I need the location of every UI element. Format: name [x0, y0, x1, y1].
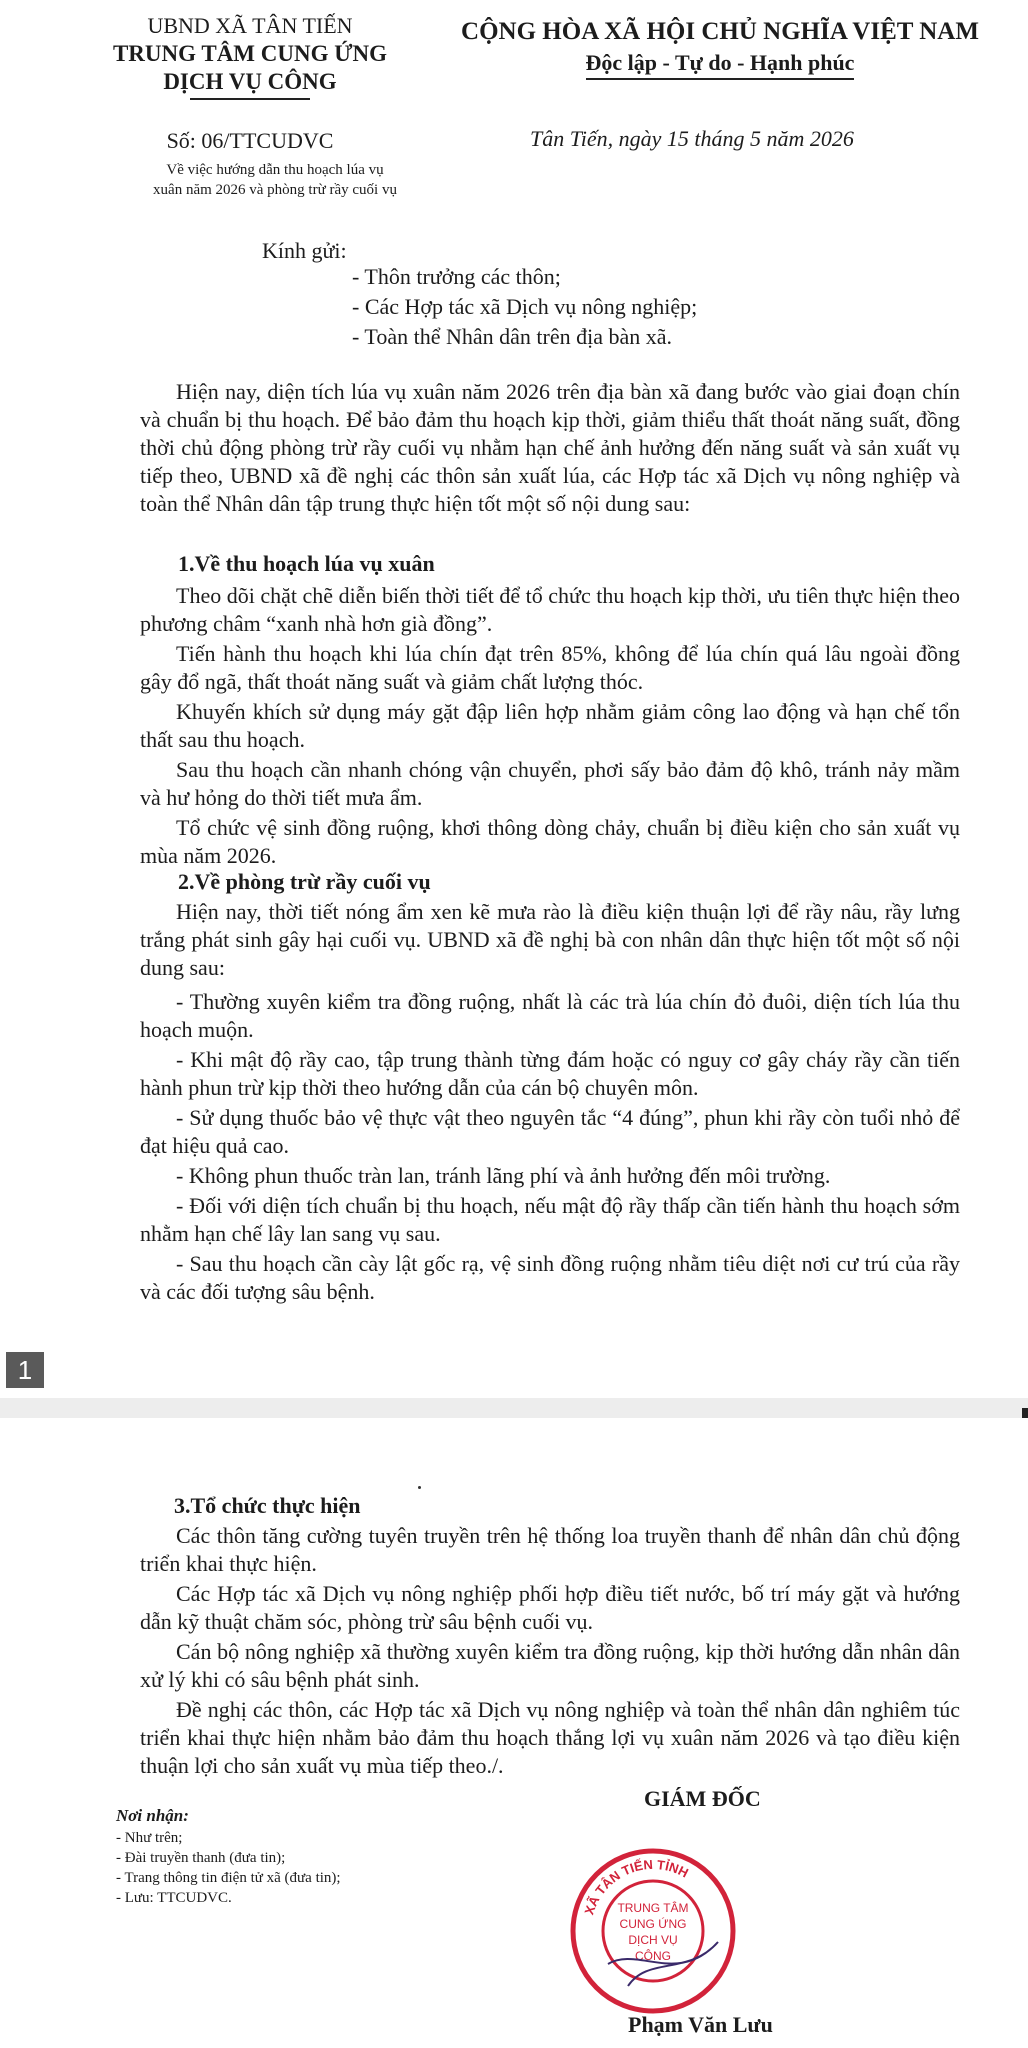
stamp-line-4: CÔNG — [635, 1949, 671, 1963]
document-number: Số: 06/TTCUDVC — [166, 128, 334, 153]
scan-speck — [418, 1486, 421, 1489]
stamp-line-2: CUNG ỨNG — [619, 1917, 687, 1931]
national-header — [440, 18, 1000, 80]
distribution-item: - Đài truyền thanh (đưa tin); — [116, 1850, 286, 1866]
page-number-badge: 1 — [6, 1352, 44, 1388]
signer-name: Phạm Văn Lưu — [628, 2012, 773, 2037]
recipient-item: - Các Hợp tác xã Dịch vụ nông nghiệp; — [352, 294, 698, 319]
section-2-bullet: - Thường xuyên kiểm tra đồng ruộng, nhất là các trà lúa chín đỏ đuôi, diện tích lúa thu hoạch muộn. — [140, 989, 960, 1042]
agency-line-1: UBND XÃ TÂN TIẾN — [147, 13, 353, 38]
section-2-paragraph: Hiện nay, thời tiết nóng ẩm xen kẽ mưa rào là điều kiện thuận lợi để rầy nâu, rầy lưng trắng phát sinh gây hại cuối vụ. UBND xã đề nghị bà con nhân dân thực hiện tốt một số nội dung sau: — [140, 899, 960, 980]
document-page-2 — [0, 1418, 1028, 2048]
document-date: Tân Tiến, ngày 15 tháng 5 năm 2026 — [530, 126, 854, 151]
agency-line-2: TRUNG TÂM CUNG ỨNG — [112, 41, 388, 66]
recipients-label: Kính gửi: — [262, 238, 347, 263]
section-1-paragraph: Khuyến khích sử dụng máy gặt đập liên hợp nhằm giảm công lao động và hạn chế tổn thất sau thu hoạch. — [140, 699, 960, 752]
section-2-bullet: - Sau thu hoạch cần cày lật gốc rạ, vệ sinh đồng ruộng nhằm tiêu diệt nơi cư trú của rầy và các đối tượng sâu bệnh. — [140, 1251, 960, 1304]
document-subject — [110, 160, 440, 200]
signatory-title: GIÁM ĐỐC — [644, 1786, 761, 1811]
page-separator — [0, 1398, 1028, 1418]
nation-title: CỘNG HÒA XÃ HỘI CHỦ NGHĨA VIỆT NAM — [461, 18, 979, 45]
section-2-bullet: - Sử dụng thuốc bảo vệ thực vật theo nguyên tắc “4 đúng”, phun khi rầy còn tuổi nhỏ để đạt hiệu quả cao. — [140, 1105, 960, 1158]
section-1-paragraph: Theo dõi chặt chẽ diễn biến thời tiết để tổ chức thu hoạch kịp thời, ưu tiên thực hiện theo phương châm “xanh nhà hơn già đồng”. — [140, 583, 960, 636]
stamp-line-1: TRUNG TÂM — [617, 1901, 689, 1915]
official-stamp — [568, 1846, 738, 2016]
agency-line-3: DỊCH VỤ CÔNG — [163, 69, 337, 94]
stamp-outer-ring — [573, 1851, 733, 2011]
section-2-bullet: - Không phun thuốc tràn lan, tránh lãng phí và ảnh hưởng đến môi trường. — [176, 1163, 831, 1188]
distribution-item: - Như trên; — [116, 1830, 183, 1846]
section-1-paragraph: Tiến hành thu hoạch khi lúa chín đạt trên 85%, không để lúa chín quá lâu ngoài đồng gây đổ ngã, thất thoát năng suất và giảm chất lượng thóc. — [140, 641, 960, 694]
section-1-paragraph: Sau thu hoạch cần nhanh chóng vận chuyển, phơi sấy bảo đảm độ khô, tránh nảy mầm và hư hỏng do thời tiết mưa ẩm. — [140, 757, 960, 810]
distribution-label: Nơi nhận: — [116, 1806, 189, 1825]
section-2-heading: 2.Về phòng trừ rầy cuối vụ — [178, 869, 431, 894]
section-3-heading: 3.Tổ chức thực hiện — [174, 1493, 361, 1518]
section-1-heading: 1.Về thu hoạch lúa vụ xuân — [178, 551, 435, 576]
national-motto: Độc lập - Tự do - Hạnh phúc — [586, 50, 855, 80]
intro-paragraph: Hiện nay, diện tích lúa vụ xuân năm 2026 trên địa bàn xã đang bước vào giai đoạn chín và chuẩn bị thu hoạch. Để bảo đảm thu hoạch kịp thời, giảm thiểu thất thoát năng suất, đồng thời chủ động phòng trừ rầy cuối vụ nhằm hạn chế ảnh hưởng đến năng suất và sản xuất vụ tiếp theo, UBND xã đề nghị các thôn sản xuất lúa, các Hợp tác xã Dịch vụ nông nghiệp và toàn thể Nhân dân tập trung thực hiện tốt một số nội dung sau: — [140, 379, 960, 516]
subject-line-2: xuân năm 2026 và phòng trừ rầy cuối vụ — [153, 182, 397, 198]
section-3-paragraph: Cán bộ nông nghiệp xã thường xuyên kiểm tra đồng ruộng, kịp thời hướng dẫn nhân dân xử lý khi có sâu bệnh phát sinh. — [140, 1639, 960, 1692]
agency-underline — [190, 98, 310, 100]
section-3-paragraph: Đề nghị các thôn, các Hợp tác xã Dịch vụ nông nghiệp và toàn thể nhân dân nghiêm túc triển khai thực hiện nhằm bảo đảm thu hoạch thắng lợi vụ xuân năm 2026 và tạo điều kiện thuận lợi cho sản xuất vụ mùa tiếp theo./. — [140, 1697, 960, 1778]
recipient-item: - Thôn trưởng các thôn; — [352, 264, 561, 289]
stamp-line-3: DỊCH VỤ — [628, 1933, 678, 1947]
distribution-item: - Lưu: TTCUDVC. — [116, 1890, 232, 1906]
recipient-item: - Toàn thể Nhân dân trên địa bàn xã. — [352, 324, 672, 349]
issuing-agency — [100, 12, 400, 100]
subject-line-1: Về việc hướng dẫn thu hoạch lúa vụ — [166, 162, 384, 178]
section-2-bullet: - Khi mật độ rầy cao, tập trung thành từng đám hoặc có nguy cơ gây cháy rầy cần tiến hành phun trừ kịp thời theo hướng dẫn của cán bộ chuyên môn. — [140, 1047, 960, 1100]
section-3-paragraph: Các thôn tăng cường tuyên truyền trên hệ thống loa truyền thanh để nhân dân chủ động triển khai thực hiện. — [140, 1523, 960, 1576]
section-1-paragraph: Tổ chức vệ sinh đồng ruộng, khơi thông dòng chảy, chuẩn bị điều kiện cho sản xuất vụ mùa năm 2026. — [140, 815, 960, 868]
section-3-paragraph: Các Hợp tác xã Dịch vụ nông nghiệp phối hợp điều tiết nước, bố trí máy gặt và hướng dẫn kỹ thuật chăm sóc, phòng trừ sâu bệnh cuối vụ. — [140, 1581, 960, 1634]
section-2-bullet: - Đối với diện tích chuẩn bị thu hoạch, nếu mật độ rầy thấp cần tiến hành thu hoạch sớm nhằm hạn chế lây lan sang vụ sau. — [140, 1193, 960, 1246]
distribution-item: - Trang thông tin điện tử xã (đưa tin); — [116, 1870, 341, 1886]
stamp-ring-text: XÃ TÂN TIẾN TỈNH — [581, 1856, 691, 1917]
stamp-inner-ring — [603, 1881, 703, 1981]
